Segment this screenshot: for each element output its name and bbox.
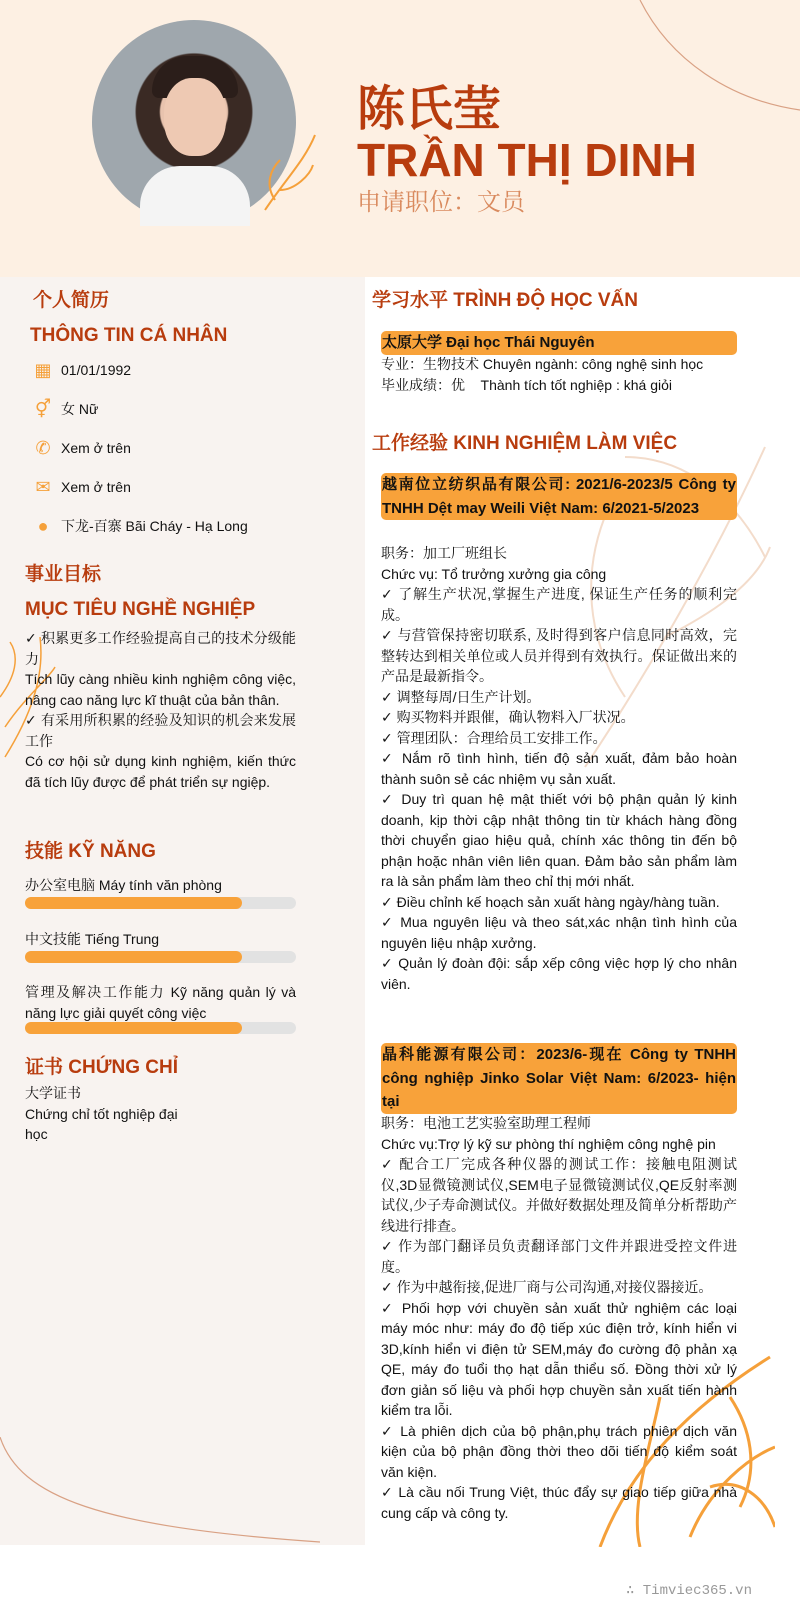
info-phone: ✆ Xem ở trên xyxy=(33,438,131,458)
job-header: 越南位立纺织品有限公司: 2021/6-2023/5 Công ty TNHH Dệt may Weili Việt Nam: 6/2021-5/2023 xyxy=(381,473,737,520)
objective-title-cn: 事业目标 xyxy=(25,564,102,585)
left-sidebar xyxy=(0,277,365,1545)
job-line: ✓ Là cầu nối Trung Việt, thúc đẩy sự giao tiếp giữa nhà cung cấp và công ty. xyxy=(381,1484,737,1521)
personal-info-title: THÔNG TIN CÁ NHÂN xyxy=(30,325,228,346)
decorative-curve xyxy=(0,1437,320,1547)
phone-icon: ✆ xyxy=(35,438,51,458)
job-line: Chức vụ: Tổ trưởng xưởng gia công xyxy=(381,565,607,582)
job-line: Chức vụ:Trợ lý kỹ sư phòng thí nghiệm công nghệ pin xyxy=(381,1135,716,1152)
job-header: 晶科能源有限公司：2023/6-现在 Công ty TNHH công nghiệp Jinko Solar Việt Nam: 6/2023- hiện tại xyxy=(381,1043,737,1114)
skill-label: 办公室电脑 Máy tính văn phòng xyxy=(25,877,222,893)
job-line: ✓ 管理团队：合理给员工安排工作。 xyxy=(381,729,607,746)
job-line: ✓ 购买物料并跟催，确认物料入厂状况。 xyxy=(381,709,635,725)
job-line: ✓ Là phiên dịch của bộ phận,phụ trách phiên dịch văn kiện của bộ phận đồng thời theo dõi tiến độ kiểm soát văn kiện. xyxy=(381,1422,737,1480)
info-email: ✉ Xem ở trên xyxy=(33,477,131,497)
info-address: ● 下龙-百寨 Bãi Cháy - Hạ Long xyxy=(33,516,248,536)
job-line: ✓ 作为部门翻译员负责翻译部门文件并跟进受控文件进度。 xyxy=(381,1238,737,1275)
email-icon: ✉ xyxy=(35,477,51,497)
gender-icon: ⚥ xyxy=(34,399,52,419)
name-vietnamese: TRẦN THỊ DINH xyxy=(357,134,697,186)
education-title: 学习水平 TRÌNH ĐỘ HỌC VẤN xyxy=(372,290,639,311)
cert-title: 证书 CHỨNG CHỈ xyxy=(25,1057,178,1078)
info-gender: ⚥ 女 Nữ xyxy=(34,399,99,419)
job-line: ✓ Quản lý đoàn đội: sắp xếp công việc hợp lý cho nhân viên. xyxy=(381,955,737,992)
cv-header xyxy=(0,0,800,277)
job-line: 职务：电池工艺实验室助理工程师 xyxy=(381,1115,591,1131)
job-line: ✓ 配合工厂完成各种仪器的测试工作：接触电阻测试仪,3D显微镜测试仪,SEM电子显微镜测试仪,QE反射率测试仪,少子寿命测试仪。并做好数据处理及简单分析帮助产线进行排查。 xyxy=(381,1156,737,1234)
job-line: ✓ 了解生产状况,掌握生产进度, 保证生产任务的顺利完成。 xyxy=(381,586,737,623)
job-line: 职务：加工厂班组长 xyxy=(381,545,507,561)
skill-label: 管理及解决工作能力 Kỹ năng quản lý và năng lực giải quyết công việc xyxy=(25,984,296,1021)
job-line: ✓ Phối hợp với chuyền sản xuất thử nghiệm các loại máy móc như: máy đo độ tiếp xúc điện trở, kính hiển vi 3D,kính hiển vi điện tử SEM,máy đo cường độ phản xạ QE, máy đo tuổi thọ hạt dẫn thiểu số. Đồng thời xử lý đơn giản số liệu và phối hợp chuyền sản xuất tiến hành kiểm tra lỗi. xyxy=(381,1299,737,1418)
job-line: ✓ 与营管保持密切联系, 及时得到客户信息同时高效，完整转达到相关单位或人员并得到有效执行。保证做出来的产品是最新指令。 xyxy=(381,627,737,684)
skill-bar xyxy=(25,897,296,909)
job-line: ✓ Duy trì quan hệ mật thiết với bộ phận quản lý kinh doanh, kịp thời cập nhật thông tin từ khách hàng đồng thời chuyển giao hiệu quả, chính xác thông tin đến bộ phận hoặc nhân viên liên quan. Đảm bảo sản phẩm làm ra là sản phẩm làm theo chỉ thị mới nhất. xyxy=(381,791,737,889)
applied-position: 申请职位：文员 xyxy=(357,188,525,216)
name-chinese: 陈氏莹 xyxy=(357,81,502,137)
objective-title-vn: MỤC TIÊU NGHỀ NGHIỆP xyxy=(25,599,256,620)
education-details: 专业：生物技术 Chuyên ngành: công nghệ sinh học 毕业成绩：优 Thành tích tốt nghiệp : khá giỏi xyxy=(381,356,704,393)
job-details xyxy=(381,543,737,994)
job-line: ✓ Mua nguyên liệu và theo sát,xác nhận tình hình của nguyên liệu nhập xưởng. xyxy=(381,914,737,951)
info-birthdate: ▦ 01/01/1992 xyxy=(34,360,132,380)
cert-list: 大学证书 Chứng chỉ tốt nghiệp đại học xyxy=(25,1085,178,1142)
location-icon: ● xyxy=(37,516,49,536)
job-details xyxy=(381,1113,737,1523)
skill-label: 中文技能 Tiếng Trung xyxy=(25,931,160,947)
skill-bar xyxy=(25,951,296,963)
profile-photo xyxy=(92,20,296,224)
calendar-icon: ▦ xyxy=(34,360,52,380)
job-line: ✓ Điều chỉnh kế hoạch sản xuất hàng ngày/hàng tuần. xyxy=(381,893,720,910)
skills-title: 技能 KỸ NĂNG xyxy=(25,841,156,862)
job-line: ✓ 作为中越衔接,促进厂商与公司沟通,对接仪器接近。 xyxy=(381,1279,713,1295)
resume-title: 个人简历 xyxy=(33,290,110,311)
job-line: ✓ Nắm rõ tình hình, tiến độ sản xuất, đảm bảo hoàn thành suôn sẻ các nhiệm vụ sản xuất. xyxy=(381,750,737,787)
watermark: ∴ Timviec365.vn xyxy=(625,1583,752,1599)
school-name: 太原大学 Đại học Thái Nguyên xyxy=(381,331,737,355)
skill-bar xyxy=(25,1022,296,1034)
decorative-curve xyxy=(630,0,800,140)
experience-title: 工作经验 KINH NGHIỆM LÀM VIỆC xyxy=(372,433,678,454)
job-line: ✓ 调整每周/日生产计划。 xyxy=(381,688,541,705)
objective-text: ✓ 积累更多工作经验提高自己的技术分级能力 Tích lũy càng nhiều kinh nghiệm công việc, nâng cao năng lực kĩ thuật của bản thân. ✓ 有采用所积累的经验及知识的机会来发展工作 Có cơ hội sử dụng kinh nghiệm, kiến thức đã tích lũy được để phát triển sự ngiệp. xyxy=(25,630,296,790)
